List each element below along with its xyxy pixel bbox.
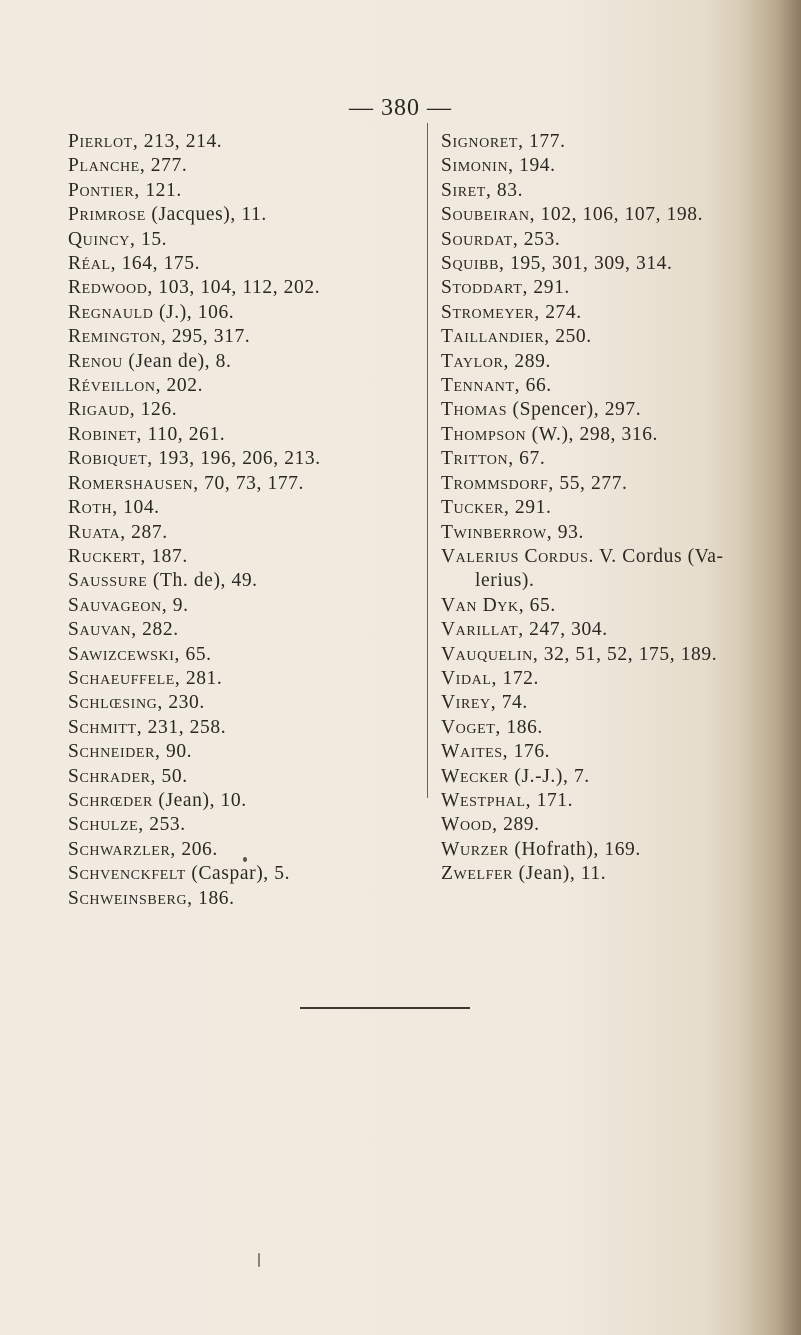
column-divider: [427, 123, 428, 798]
entry-pages: , 186.: [495, 716, 543, 738]
index-entry: [68, 569, 418, 593]
entry-name: Roth: [68, 497, 113, 519]
index-entry: [68, 472, 418, 496]
entry-pages: , 253.: [138, 814, 186, 836]
index-entry: [68, 716, 418, 740]
entry-pages: , 65.: [518, 594, 556, 616]
entry-name: Squibb: [441, 253, 500, 275]
index-entry: [441, 594, 796, 618]
entry-pages: , 83.: [485, 179, 524, 201]
index-entry: [68, 862, 418, 886]
entry-pages: , 193, 196, 206, 213.: [147, 448, 321, 470]
entry-name: Van Dyk: [441, 594, 519, 616]
entry-pages: , 32, 51, 52, 175, 189.: [532, 643, 718, 665]
index-entry: [68, 398, 418, 422]
index-entry: [441, 740, 796, 764]
index-entry: [68, 765, 418, 789]
entry-pages: , 186.: [187, 887, 235, 909]
entry-pages: , 177.: [518, 131, 566, 152]
index-entry: [441, 154, 796, 178]
entry-pages: (Jean), 10.: [152, 789, 247, 811]
index-entry: [68, 740, 418, 764]
entry-name: Schlœsing: [68, 692, 158, 714]
entry-name: Ruata: [68, 521, 121, 543]
index-entry: [68, 350, 418, 374]
entry-name: Tucker: [441, 497, 504, 519]
index-entry: [68, 691, 418, 715]
entry-name: Simonin: [441, 155, 509, 177]
entry-pages: , 9.: [161, 594, 189, 616]
index-entry: [441, 618, 796, 642]
entry-name: Vidal: [441, 667, 492, 689]
entry-name: Wecker: [441, 765, 509, 787]
entry-name: Remington: [68, 326, 161, 348]
index-entry: [441, 545, 796, 569]
entry-name: Valerius Cordus: [441, 545, 589, 567]
entry-pages: . V. Cordus (Va-: [588, 545, 724, 567]
index-entry: [441, 398, 796, 422]
entry-pages: , 74.: [490, 692, 528, 714]
entry-name: Réveillon: [68, 375, 156, 397]
index-entry: [68, 252, 418, 276]
entry-name: Siret: [441, 179, 486, 201]
entry-pages: , 231, 258.: [136, 716, 227, 738]
entry-name: Planche: [68, 155, 140, 177]
entry-pages: , 282.: [131, 619, 179, 641]
index-entry: [441, 228, 796, 252]
entry-name: Westphal: [441, 789, 526, 811]
index-entry: [441, 301, 796, 325]
entry-pages: , 187.: [140, 545, 188, 567]
entry-pages: , 70, 73, 177.: [193, 472, 305, 494]
entry-pages: , 164, 175.: [110, 253, 201, 275]
entry-name: Schrader: [68, 765, 151, 787]
index-entry: [441, 643, 796, 667]
index-entry: [68, 887, 418, 911]
entry-name: Signoret: [441, 131, 519, 152]
index-entry: [441, 691, 796, 715]
index-entry: [68, 374, 418, 398]
entry-name: Sawizcewski: [68, 643, 175, 665]
entry-name: Schmitt: [68, 716, 137, 738]
entry-name: Quincy: [68, 228, 131, 250]
entry-name: Waites: [441, 741, 503, 763]
entry-pages: , 103, 104, 112, 202.: [147, 277, 321, 299]
entry-name: Sauvan: [68, 619, 132, 641]
entry-pages: , 104.: [112, 497, 160, 519]
index-entry: [68, 521, 418, 545]
index-entry: [68, 203, 418, 227]
entry-pages: , 126.: [129, 399, 178, 421]
entry-name: Zwelfer: [441, 863, 514, 885]
entry-name: Tritton: [441, 448, 509, 470]
index-entry: [68, 813, 418, 837]
entry-pages: , 277.: [139, 155, 188, 177]
entry-pages: lerius).: [475, 570, 535, 592]
entry-name: Taylor: [441, 350, 504, 372]
entry-name: Vauquelin: [441, 643, 533, 665]
entry-pages: , 213, 214.: [132, 131, 223, 152]
bottom-rule: [300, 1007, 470, 1009]
entry-name: Pierlot: [68, 131, 133, 152]
entry-pages: (Jean de), 8.: [122, 350, 232, 372]
entry-name: Schweinsberg: [68, 887, 188, 909]
entry-pages: (J.), 106.: [153, 301, 235, 323]
entry-name: Saussure: [68, 570, 148, 592]
entry-pages: (Caspar), 5.: [185, 863, 291, 885]
entry-name: Thompson: [441, 423, 527, 445]
entry-pages: , 102, 106, 107, 198.: [529, 204, 704, 226]
index-entry: [441, 813, 796, 837]
entry-name: Twinberrow: [441, 521, 547, 543]
entry-pages: (Jacques), 11.: [145, 204, 267, 226]
entry-name: Regnauld: [68, 301, 154, 323]
index-entry: [68, 643, 418, 667]
entry-pages: , 202.: [155, 375, 204, 397]
entry-name: Thomas: [441, 399, 508, 421]
entry-pages: , 65.: [174, 643, 212, 665]
index-entry: [441, 496, 796, 520]
index-entry: [441, 838, 796, 862]
entry-name: Wood: [441, 814, 493, 836]
index-entry: [68, 154, 418, 178]
entry-pages: , 287.: [120, 521, 168, 543]
index-entry: [68, 545, 418, 569]
entry-name: Schneider: [68, 741, 156, 763]
entry-pages: , 253.: [512, 228, 561, 250]
index-entry: [441, 325, 796, 349]
entry-name: Primrose: [68, 204, 146, 226]
index-entry: [68, 130, 418, 154]
page-number: — 380 —: [349, 95, 452, 121]
entry-pages: (Spencer), 297.: [507, 399, 642, 421]
entry-pages: , 171.: [525, 789, 574, 811]
entry-pages: , 172.: [491, 667, 540, 689]
entry-name: Schwarzler: [68, 838, 171, 860]
entry-pages: , 15.: [130, 228, 168, 250]
entry-pages: , 195, 301, 309, 314.: [499, 253, 673, 275]
entry-pages: (W.), 298, 316.: [526, 423, 659, 445]
entry-pages: , 295, 317.: [160, 326, 251, 348]
entry-name: Ruckert: [68, 545, 141, 567]
index-entry: [68, 496, 418, 520]
index-entry: [441, 252, 796, 276]
index-entry: [441, 569, 796, 593]
index-entry: [68, 789, 418, 813]
index-entry: [441, 130, 796, 154]
entry-name: Voget: [441, 716, 496, 738]
entry-pages: , 247, 304.: [518, 619, 608, 641]
entry-pages: , 110, 261.: [136, 423, 226, 445]
entry-name: Tennant: [441, 375, 515, 397]
entry-name: Renou: [68, 350, 123, 372]
entry-pages: , 66.: [514, 375, 552, 397]
entry-pages: , 93.: [546, 521, 584, 543]
index-entry: [68, 228, 418, 252]
entry-pages: , 289.: [492, 814, 540, 836]
entry-pages: , 55, 277.: [548, 472, 628, 494]
entry-name: Stoddart: [441, 277, 523, 299]
index-entry: [68, 447, 418, 471]
entry-pages: , 281.: [174, 667, 223, 689]
ink-speck: [258, 1253, 260, 1267]
index-entry: [68, 667, 418, 691]
entry-name: Trommsdorf: [441, 472, 549, 494]
entry-name: Sourdat: [441, 228, 513, 250]
entry-name: Robinet: [68, 423, 137, 445]
entry-pages: (J.-J.), 7.: [508, 765, 590, 787]
index-entry: [441, 447, 796, 471]
index-entry: [441, 716, 796, 740]
index-entry: [441, 862, 796, 886]
index-entry: [68, 325, 418, 349]
index-entry: [441, 179, 796, 203]
entry-name: Romershausen: [68, 472, 194, 494]
entry-pages: , 289.: [503, 350, 551, 372]
entry-name: Virey: [441, 692, 491, 714]
entry-pages: (Th. de), 49.: [147, 570, 258, 592]
entry-name: Pontier: [68, 179, 135, 201]
entry-pages: (Jean), 11.: [513, 863, 607, 885]
entry-name: Taillandier: [441, 326, 545, 348]
index-column-left: [68, 130, 418, 911]
entry-name: Sauvageon: [68, 594, 162, 616]
ink-speck: [243, 857, 247, 862]
entry-name: Soubeiran: [441, 204, 530, 226]
index-entry: [441, 276, 796, 300]
entry-name: Schaeuffele: [68, 667, 175, 689]
index-entry: [441, 423, 796, 447]
entry-name: Réal: [68, 253, 111, 275]
entry-pages: , 67.: [508, 448, 546, 470]
entry-name: Stromeyer: [441, 301, 535, 323]
entry-name: Wurzer: [441, 838, 509, 860]
entry-name: Redwood: [68, 277, 148, 299]
entry-pages: , 176.: [502, 741, 551, 763]
index-entry: [68, 301, 418, 325]
index-entry: [68, 423, 418, 447]
index-entry: [441, 789, 796, 813]
index-entry: [441, 203, 796, 227]
index-column-right: [441, 130, 796, 887]
entry-pages: , 121.: [134, 179, 182, 201]
entry-pages: , 194.: [508, 155, 556, 177]
entry-pages: , 50.: [150, 765, 188, 787]
index-entry: [441, 374, 796, 398]
entry-name: Rigaud: [68, 399, 130, 421]
entry-pages: , 291.: [503, 497, 552, 519]
entry-pages: , 206.: [170, 838, 218, 860]
entry-name: Robiquet: [68, 448, 148, 470]
index-entry: [441, 521, 796, 545]
index-entry: [68, 594, 418, 618]
index-entry: [441, 472, 796, 496]
entry-name: Schulze: [68, 814, 139, 836]
entry-pages: , 230.: [157, 692, 205, 714]
entry-pages: , 250.: [544, 326, 592, 348]
index-entry: [68, 179, 418, 203]
entry-pages: (Hofrath), 169.: [508, 838, 641, 860]
index-entry: [441, 765, 796, 789]
index-entry: [68, 276, 418, 300]
entry-pages: , 90.: [155, 741, 193, 763]
entry-name: Schvenckfelt: [68, 863, 186, 885]
entry-name: Varillat: [441, 619, 519, 641]
index-entry: [441, 667, 796, 691]
index-entry: [68, 618, 418, 642]
entry-name: Schrœder: [68, 789, 153, 811]
entry-pages: , 274.: [534, 301, 582, 323]
entry-pages: , 291.: [522, 277, 570, 299]
index-entry: [441, 350, 796, 374]
